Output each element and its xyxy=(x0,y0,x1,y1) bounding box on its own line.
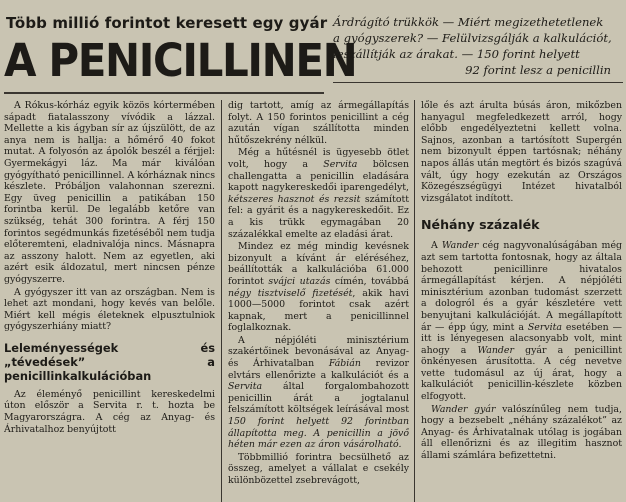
emphasis: Wander gyár xyxy=(431,403,496,415)
emphasis: Wander xyxy=(441,240,479,252)
paragraph: dig tartott, amíg az ármegállapítás folyt. A 150 forintos penicillint a cég azután vígan szállította minden hűtőszekrény nélkül. xyxy=(228,100,409,146)
article-column-1 xyxy=(4,100,215,502)
section-heading: Leleményességek és „tévedések” a penicillinkalkulációban xyxy=(4,340,215,383)
paragraph: A Rókus-kórház egyik közös kórtermében sápadt fiatalasszony vívódik a lázzal. Mellette a kis ágyban sír az újszülött, de az anya nem is hallja: a hőmérő 40 fokot mutat. A folyosón az ápolók beszél a férjjel: Gyermekágyi láz. Ma már kiválóan gyógyítható penicillinnel. A kórháznak nincs készlete. Próbáljon valahonnan szerezni. Egy üveg penicillin a patikában 150 forintba kerül. De legalább ketőre van szükség, tehát 300 forintra. A férj 150 forintos segédmunkás fizetéséből nem tudja előteremteni, eladnivalója nincs. Másnapra az asszony halott. Nem az egyetlen, aki azért esik áldozatul, mert nincsen pénze gyógyszerre. xyxy=(4,100,215,285)
emphasis: négy tisztviselő fizetését xyxy=(228,287,353,299)
column-divider xyxy=(414,100,415,502)
text-run: esetében — itt is lényegesen alacsonyabb volt, mint ahogy a xyxy=(421,321,622,356)
emphasis: kétszeres hasznot és rezsit xyxy=(228,193,361,205)
text-run: Még a hűtésnél is ügyesebb ötlet volt, hogy a xyxy=(228,147,409,170)
headline-rule xyxy=(4,92,324,94)
main-headline: A PENICILLINEN xyxy=(4,33,357,87)
text-run: bölcsen challengatta a penicillin eladására kapott nagykereskedői iparengedélyt, xyxy=(228,158,409,194)
text-run: számított fel: a gyárit és a nagykereskedőit. Ez a kis trükk egymagában 20 százalékkal emelte az eladási árat. xyxy=(228,193,409,240)
paragraph: lőle és azt árulta búsás áron, mikőzben hanyagul megfeledkezett arról, hogy előbb engedélyeztetni kellett volna. Sajnos, azonban a tartósított Supergén nem bizonyult éppen tartósnak; néhány napos állás után megtört és bizós szagúvá vált, úgy hogy ezekután az Országos Közegészségügyi Intézet hivatalból vizsgálatot indított. xyxy=(421,100,622,204)
paragraph: A gyógyszer itt van az országban. Nem is lehet azt mondani, hogy kevés van belőle. Miért kell mégis életeknek elpusztulniok gyógyszerhiány miatt? xyxy=(4,286,215,333)
article-column-3 xyxy=(421,100,622,502)
paragraph: Az éleményő penicillint kereskedelmi úton először a Servita r. t. hozta be Magyarországra. A cég az Anyag- és Árhivatalhoz benyújtott xyxy=(4,388,215,435)
emphasis: svájci utazás xyxy=(268,275,331,287)
text-run: , akik havi 1000—5000 forintot csak azért kapnak, mert a penicillinnel foglalkoznak. xyxy=(228,287,409,334)
deck-subheadline xyxy=(333,14,623,83)
emphasis: 150 forint helyett 92 forintban állapította meg. A penicillin a jövő héten már ezen az áron vásárolható. xyxy=(228,416,409,451)
emphasis: Wander xyxy=(477,344,514,356)
article-column-2 xyxy=(228,100,409,502)
section-heading: Néhány százalék xyxy=(421,217,540,233)
emphasis: Servita xyxy=(228,381,263,393)
text-run: A xyxy=(431,240,442,252)
text-run: Mindez ez még mindig kevésnek bizonyult a kívánt ár eléréséhez, beállították a kalkulációba 61.000 forintot xyxy=(228,241,409,287)
column-divider xyxy=(221,100,222,502)
emphasis: Servita xyxy=(323,158,358,170)
paragraph xyxy=(228,335,409,451)
kicker-headline: Több millió forintot keresett egy gyár xyxy=(6,14,328,32)
text-run: gyár a penicillint önkényesen árusította. A cég nevetve vette tudomásul az új árat, hogy a kalkulációt penicillin-készlete közben elfogyott. xyxy=(421,344,622,403)
text-run: A népjóléti minisztérium szakértőinek bevonásával az Anyag- és Árhivatalban xyxy=(228,334,409,370)
paragraph xyxy=(228,147,409,240)
paragraph: Többmillió forintra becsülhető az összeg, amelyet a vállalat e csekély különbözettel zsebrevágott, xyxy=(228,451,409,486)
text-run: valószínűleg nem tudja, hogy a bezsebelt „néhány százalékot” az Anyag- és Árhivatalnak utólag is jogában áll ellenőrizni és az illegitim hasznot állami számlára befizettetni. xyxy=(421,403,622,462)
text-run: címén, továbbá xyxy=(330,275,409,287)
paragraph xyxy=(421,240,622,402)
text-run: által forgalombahozott penicillin árát a jogtalanul felszámított költségek leírásával most xyxy=(228,381,409,416)
deck-line: a gyógyszerek? — Felülvizsgálják a kalkulációt, xyxy=(333,31,612,45)
paragraph xyxy=(228,241,409,334)
deck-line: Árdrágító trükkök — Miért megizethetetlenek xyxy=(333,15,604,29)
text-run: cég nagyvonalúságában még azt sem tartotta fontosnak, hogy az általa behozott penicillinre hivatalos ármegállapítást kérjen. A népjóléti minisztérium azonban tudomást szerzett a dologról és a gyár készletére vett benyujtani kalkulációját. A megállapított ár — épp úgy, mint a xyxy=(421,240,622,333)
text-run: revizor elvtárs ellenőrizte a kalkulációt és a xyxy=(228,358,409,381)
emphasis: Fábián xyxy=(328,358,361,370)
deck-line-last: 92 forint lesz a penicillin xyxy=(465,63,611,77)
paragraph xyxy=(421,404,622,462)
deck-line: leszállítják az árakat. — 150 forint helyett xyxy=(333,47,580,61)
emphasis: Servita xyxy=(527,321,562,333)
